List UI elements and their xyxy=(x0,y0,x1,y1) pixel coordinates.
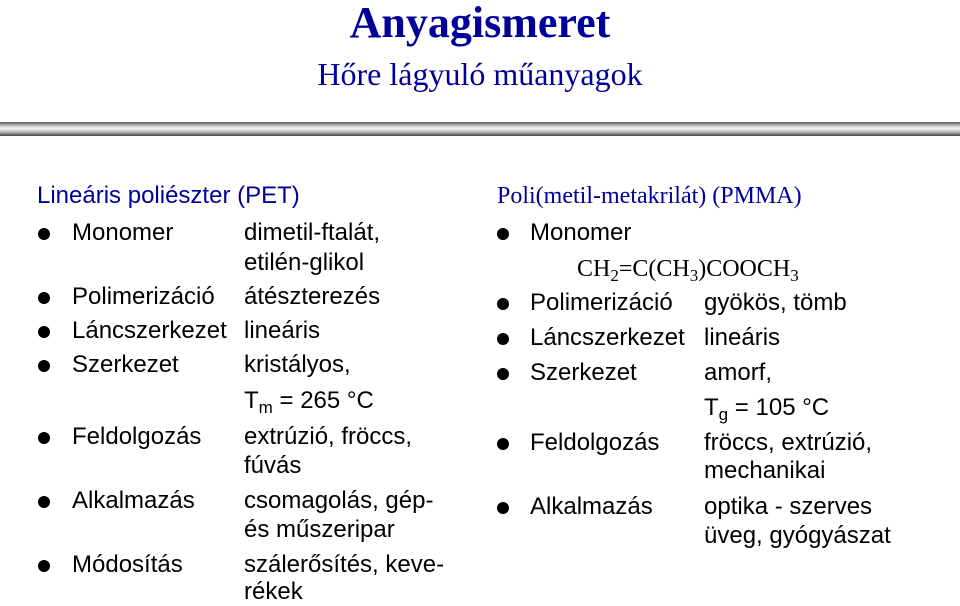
pmma-polymerization-value: gyökös, tömb xyxy=(704,289,847,316)
pmma-monomer-label: Monomer xyxy=(530,219,632,246)
title-divider xyxy=(0,122,960,136)
pet-modification-label: Módosítás xyxy=(72,551,183,578)
pet-application-value-2: és műszeripar xyxy=(244,516,395,543)
pet-processing-value-1: extrúzió, fröccs, xyxy=(244,423,413,450)
pet-modification-value-1: szálerősítés, keve- xyxy=(244,551,445,578)
pet-processing-value-2: fúvás xyxy=(244,452,302,479)
bullet-icon xyxy=(38,560,50,572)
bullet-icon xyxy=(497,368,509,380)
pmma-processing-value-1: fröccs, extrúzió, xyxy=(704,429,873,456)
pet-chain-value: lineáris xyxy=(244,317,321,344)
pet-polymerization-label: Polimerizáció xyxy=(72,283,215,310)
page-subtitle: Hőre lágyuló műanyagok xyxy=(317,56,643,92)
bullet-icon xyxy=(38,228,50,240)
pet-monomer-value-2: etilén-glikol xyxy=(244,249,365,276)
pet-heading: Lineáris poliészter (PET) xyxy=(37,182,300,209)
bullet-icon xyxy=(38,292,50,304)
pet-melting-temp: $T_m = 265$ °C xyxy=(244,387,374,417)
bullet-icon xyxy=(38,432,50,444)
page-title: Anyagismeret xyxy=(349,0,611,47)
pmma-application-value-2: üveg, gyógyászat xyxy=(704,522,891,549)
bullet-icon xyxy=(497,228,509,240)
pmma-structure-label: Szerkezet xyxy=(530,359,637,386)
pmma-monomer-formula: $CH_2=C(CH_3)COOCH_3$ xyxy=(577,256,799,285)
pet-application-value-1: csomagolás, gép- xyxy=(244,487,434,514)
pet-modification-value-2: rékek xyxy=(244,578,303,605)
bullet-icon xyxy=(38,360,50,372)
pmma-processing-value-2: mechanikai xyxy=(704,457,826,484)
bullet-icon xyxy=(38,496,50,508)
bullet-icon xyxy=(497,438,509,450)
pmma-chain-value: lineáris xyxy=(704,324,781,351)
pet-monomer-value-1: dimetil-ftalát, xyxy=(244,219,381,246)
pet-polymerization-value: átészterezés xyxy=(244,283,381,310)
pmma-chain-label: Láncszerkezet xyxy=(530,324,685,351)
pet-structure-value: kristályos, xyxy=(244,351,351,378)
pmma-processing-label: Feldolgozás xyxy=(530,429,660,456)
pmma-heading: Poli(metil-metakrilát) (PMMA) xyxy=(497,183,802,209)
pmma-polymerization-label: Polimerizáció xyxy=(530,289,673,316)
pmma-application-value-1: optika - szerves xyxy=(704,493,873,520)
pmma-structure-value: amorf, xyxy=(704,359,773,386)
bullet-icon xyxy=(497,333,509,345)
pet-application-label: Alkalmazás xyxy=(72,487,195,514)
pmma-glass-temp: $T_g = 105$ °C xyxy=(704,394,830,424)
pet-processing-label: Feldolgozás xyxy=(72,423,202,450)
pet-chain-label: Láncszerkezet xyxy=(72,317,227,344)
pet-monomer-label: Monomer xyxy=(72,219,174,246)
pmma-application-label: Alkalmazás xyxy=(530,493,653,520)
pet-structure-label: Szerkezet xyxy=(72,351,179,378)
bullet-icon xyxy=(497,298,509,310)
bullet-icon xyxy=(497,502,509,514)
bullet-icon xyxy=(38,326,50,338)
